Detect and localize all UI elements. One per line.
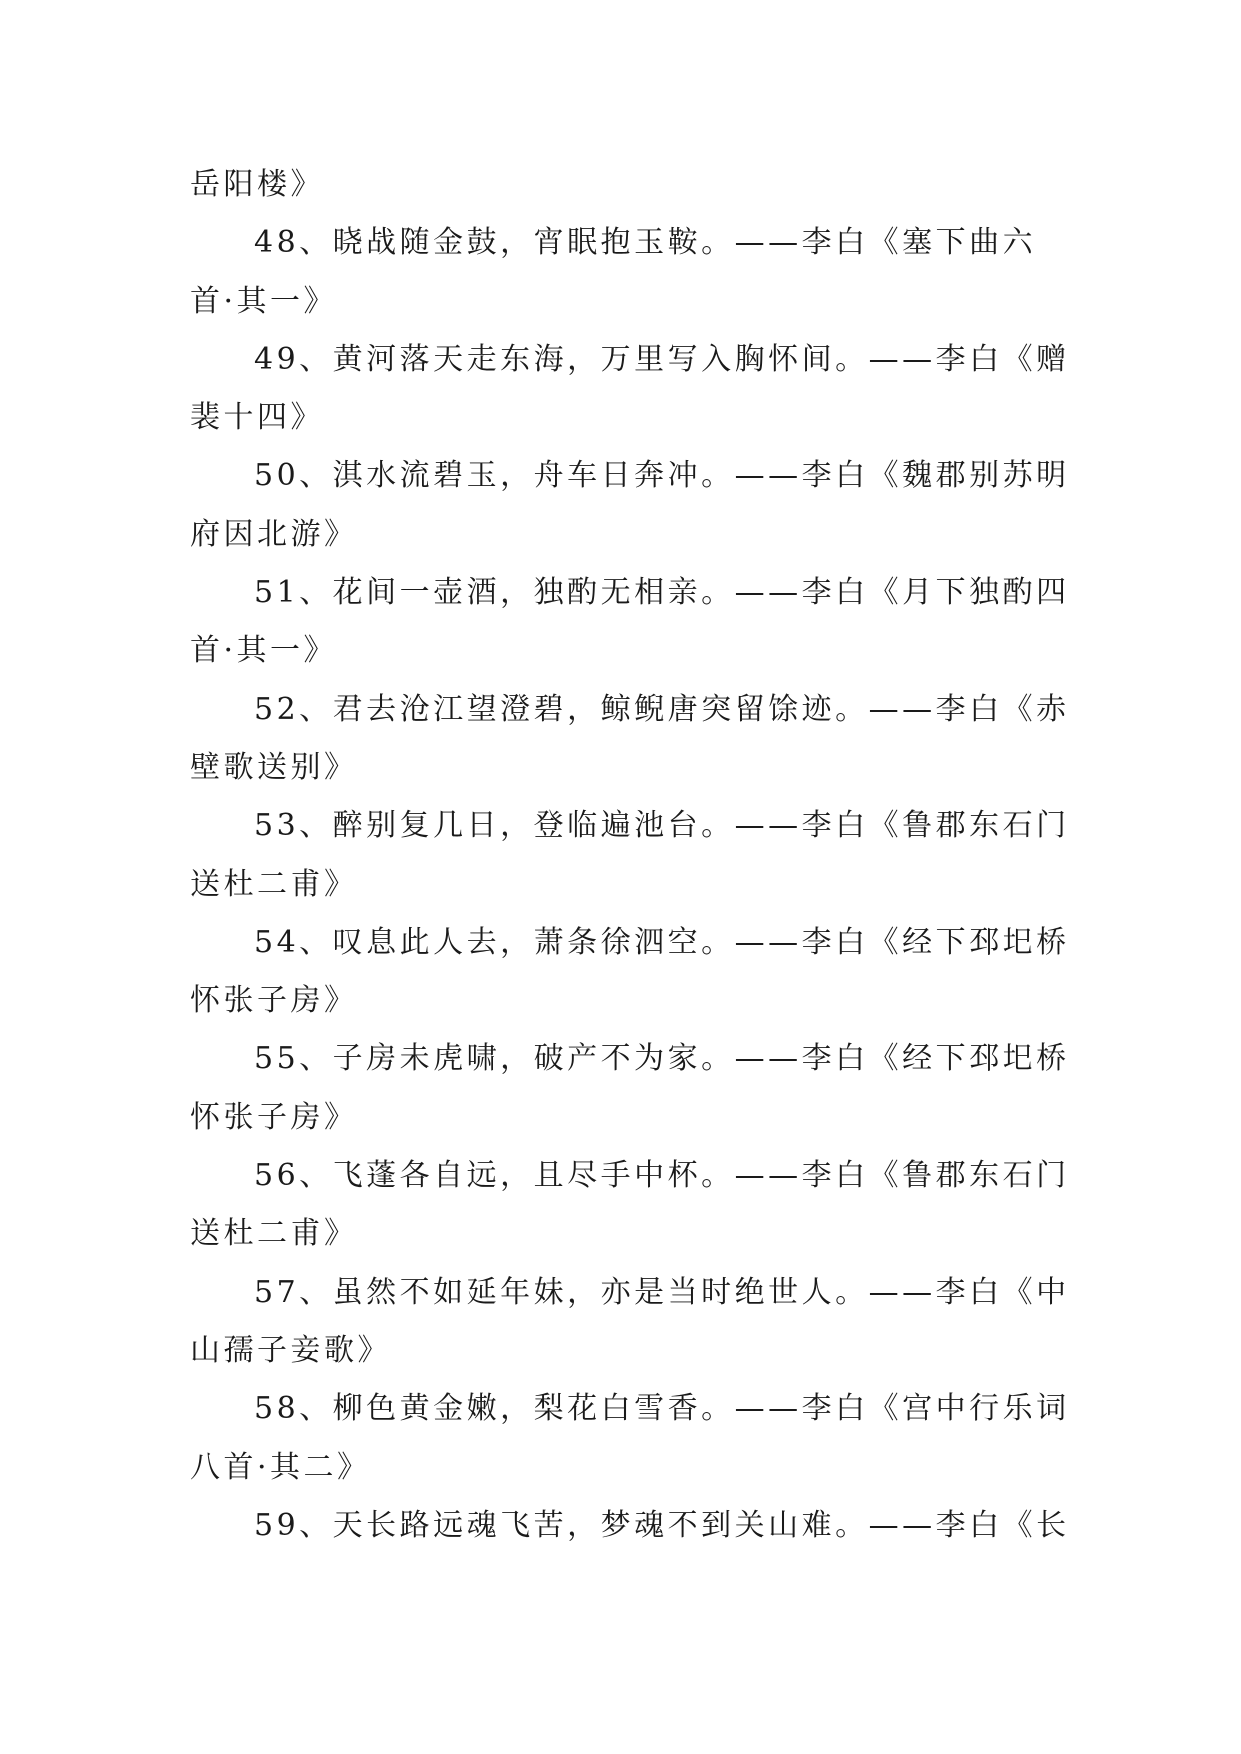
quote-item-59: 59、天长路远魂飞苦，梦魂不到关山难。——李白《长 (254, 1507, 1070, 1543)
text-line: 首·其一》 (190, 283, 338, 319)
quote-item-50: 50、淇水流碧玉，舟车日奔冲。——李白《魏郡别苏明 (254, 458, 1070, 494)
quote-item-55: 55、子房未虎啸，破产不为家。——李白《经下邳圯桥 (254, 1041, 1070, 1077)
quote-item-58: 58、柳色黄金嫩，梨花白雪香。——李白《宫中行乐词 (254, 1391, 1070, 1427)
quote-item-52: 52、君去沧江望澄碧，鲸鲵唐突留馀迹。——李白《赤 (254, 691, 1070, 727)
text-line: 送杜二甫》 (190, 1216, 358, 1252)
text-line: 怀张子房》 (190, 983, 358, 1019)
quote-item-57: 57、虽然不如延年妹，亦是当时绝世人。——李白《中 (254, 1274, 1070, 1310)
quote-item-48: 48、晓战随金鼓，宵眠抱玉鞍。——李白《塞下曲六 (254, 225, 1037, 261)
text-line: 府因北游》 (190, 516, 358, 552)
text-line: 山孺子妾歌》 (190, 1332, 391, 1368)
text-line: 八首·其二》 (190, 1449, 371, 1485)
text-line: 岳阳楼》 (190, 167, 324, 202)
quote-item-56: 56、飞蓬各自远，且尽手中杯。——李白《鲁郡东石门 (254, 1158, 1070, 1194)
quote-item-49: 49、黄河落天走东海，万里写入胸怀间。——李白《赠 (254, 341, 1070, 377)
quote-item-54: 54、叹息此人去，萧条徐泗空。——李白《经下邳圯桥 (254, 924, 1070, 960)
poem-quote-list (190, 156, 1070, 1555)
text-line: 裴十四》 (190, 400, 324, 436)
text-line: 首·其一》 (190, 633, 338, 669)
text-line: 送杜二甫》 (190, 866, 358, 902)
text-line: 怀张子房》 (190, 1099, 358, 1135)
quote-item-51: 51、花间一壶酒，独酌无相亲。——李白《月下独酌四 (254, 575, 1070, 611)
quote-item-53: 53、醉别复几日，登临遍池台。——李白《鲁郡东石门 (254, 808, 1070, 844)
text-line: 壁歌送别》 (190, 749, 358, 785)
